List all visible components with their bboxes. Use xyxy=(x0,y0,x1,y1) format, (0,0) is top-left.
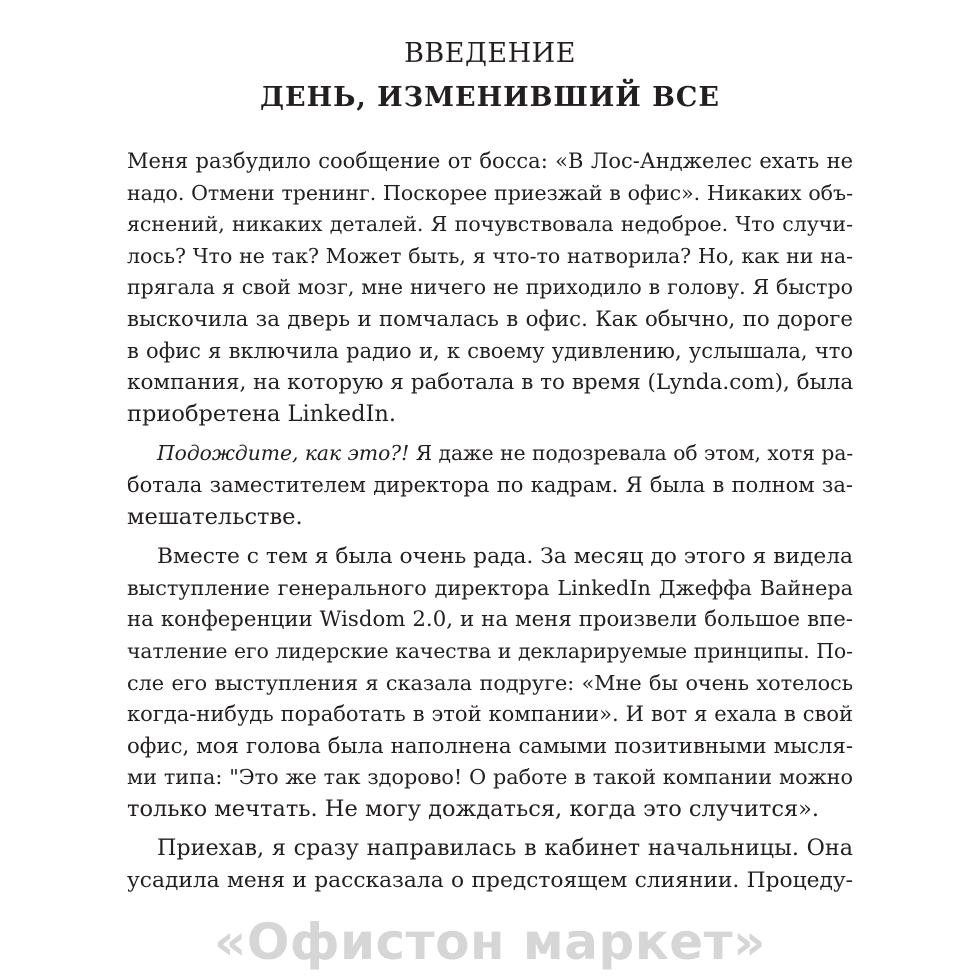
italic-lead: Подождите, как это?! xyxy=(157,441,410,466)
text-fragment: Я даже не подозревала об этом, хотя ра- xyxy=(409,441,854,466)
watermark: «Офистон маркет» xyxy=(214,913,766,971)
text-line: чатление его лидерские качества и декларируемые принципы. По- xyxy=(127,638,853,663)
text-line: Вместе с тем я была очень рада. За месяц до этого я видела xyxy=(157,544,853,570)
text-line: Приехав, я сразу направилась в кабинет начальницы. Она xyxy=(157,835,853,862)
text-line: надо. Отмени тренинг. Поскорее приезжай в офис». Никаких объ- xyxy=(127,180,853,205)
text-line: ми типа: "Это же так здорово! О работе в такой компании можно xyxy=(127,765,853,790)
text-line: офис, моя голова была наполнена самыми позитивными мысля- xyxy=(127,733,853,759)
text-line: приобретена LinkedIn. xyxy=(127,400,397,427)
paragraph-3 xyxy=(127,541,853,825)
text-line: сле его выступления я сказала подруге: «Мне бы очень хотелось xyxy=(127,670,853,695)
chapter-label: ВВЕДЕНИЕ xyxy=(404,38,576,69)
body-text xyxy=(127,146,853,897)
text-line: яснений, никаких деталей. Я почувствовала недоброе. Что случи- xyxy=(127,212,853,237)
text-line: прягала я свой мозг, мне ничего не приходило в голову. Я быстро xyxy=(127,275,853,300)
text-line: в офис я включила радио и, к своему удивлению, услышала, что xyxy=(127,338,853,363)
text-line: ботала заместителем директора по кадрам. Я была в полном за- xyxy=(127,472,853,497)
text-line: на конференции Wisdom 2.0, и на меня произвели большое впе- xyxy=(127,607,853,633)
paragraph-2 xyxy=(127,438,853,533)
text-line: усадила меня и рассказала о предстоящем слиянии. Процеду- xyxy=(127,868,853,894)
chapter-title: ДЕНЬ, ИЗМЕНИВШИЙ ВСЕ xyxy=(259,82,720,113)
text-line: когда-нибудь поработать в этой компании». И вот я ехала в свой xyxy=(127,702,853,727)
text-line: выступление генерального директора LinkedIn Джеффа Вайнера xyxy=(127,575,853,600)
paragraph-4 xyxy=(127,833,853,896)
text-line: лось? Что не так? Может быть, я что-то натворила? Но, как ни на- xyxy=(127,243,853,268)
text-line: Меня разбудило сообщение от босса: «В Лос-Анджелес ехать не xyxy=(127,149,853,173)
text-line xyxy=(127,438,853,470)
text-line: только мечтать. Не могу дождаться, когда это случится». xyxy=(127,795,820,822)
text-line: мешательстве. xyxy=(127,503,303,530)
paragraph-1 xyxy=(127,146,853,430)
text-line: компания, на которую я работала в то время (Lynda.com), была xyxy=(127,370,854,396)
text-line: выскочила за дверь и помчалась в офис. Как обычно, по дороге xyxy=(127,306,853,332)
